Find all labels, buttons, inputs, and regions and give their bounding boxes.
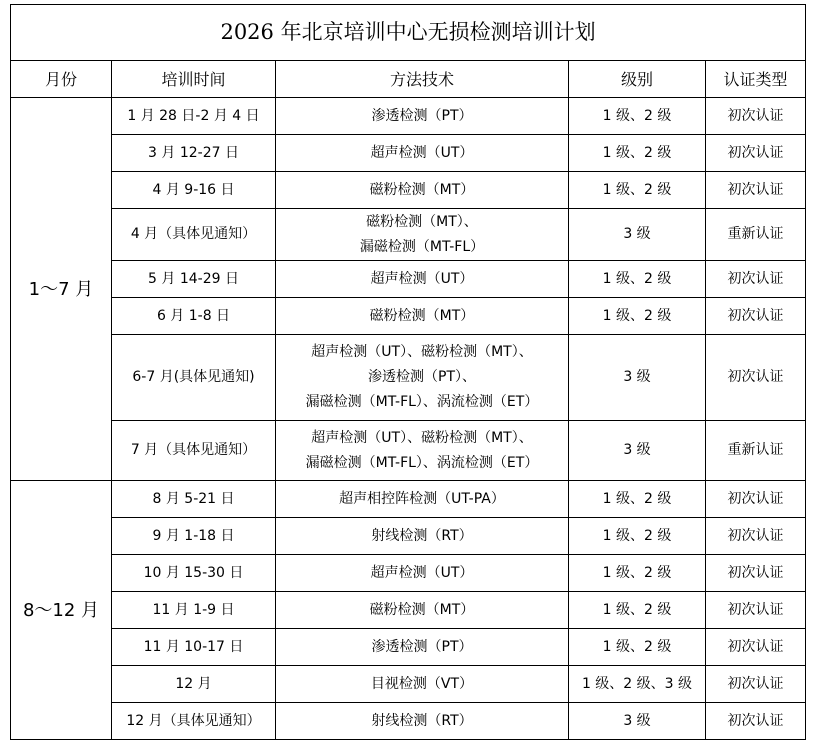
method-cell: [276, 261, 569, 298]
level-cell: 1 级、2 级: [569, 592, 706, 629]
table-row: [11, 98, 806, 135]
header-row: [11, 61, 806, 98]
method-cell: [276, 518, 569, 555]
method-line: 漏磁检测（MT-FL）、涡流检测（ET）: [305, 394, 539, 410]
method-cell: [276, 703, 569, 740]
method-line: 超声相控阵检测（UT-PA）: [339, 490, 505, 507]
table-row: [11, 135, 806, 172]
method-line: 漏磁检测（MT-FL）: [359, 238, 485, 255]
date-cell: 12 月: [112, 666, 276, 703]
date-cell: 4 月（具体见通知）: [112, 209, 276, 261]
table-row: [11, 666, 806, 703]
date-cell: 9 月 1-18 日: [112, 518, 276, 555]
method-cell: [276, 135, 569, 172]
date-cell: 4 月 9-16 日: [112, 172, 276, 209]
training-plan-document: [10, 4, 805, 748]
level-cell: 1 级、2 级: [569, 261, 706, 298]
method-cell: [276, 335, 569, 421]
method-line: 射线检测（RT）: [371, 712, 473, 729]
date-cell: 8 月 5-21 日: [112, 481, 276, 518]
date-cell: 12 月（具体见通知）: [112, 703, 276, 740]
cert-type-cell: 初次认证: [706, 592, 806, 629]
level-cell: 1 级、2 级: [569, 629, 706, 666]
method-cell: [276, 555, 569, 592]
date-cell: 10 月 15-30 日: [112, 555, 276, 592]
level-cell: 1 级、2 级: [569, 98, 706, 135]
date-cell: 11 月 1-9 日: [112, 592, 276, 629]
method-cell: [276, 298, 569, 335]
level-cell: 3 级: [569, 209, 706, 261]
method-cell: [276, 629, 569, 666]
method-cell: [276, 481, 569, 518]
method-line: 漏磁检测（MT-FL）、涡流检测（ET）: [305, 454, 539, 471]
month-group-cell: 8～12 月: [11, 481, 112, 740]
method-cell: [276, 209, 569, 261]
method-line: 磁粉检测（MT）: [369, 181, 475, 198]
method-line: 渗透检测（PT）: [371, 638, 473, 655]
date-cell: 7 月（具体见通知）: [112, 421, 276, 481]
date-cell: 6 月 1-8 日: [112, 298, 276, 335]
method-line: 超声检测（UT）: [370, 144, 474, 161]
method-line: 磁粉检测（MT）: [369, 307, 475, 324]
cert-type-cell: 重新认证: [706, 209, 806, 261]
level-cell: 1 级、2 级: [569, 298, 706, 335]
method-cell: [276, 172, 569, 209]
level-cell: 1 级、2 级: [569, 172, 706, 209]
month-group-cell: 1～7 月: [11, 98, 112, 481]
date-cell: 6-7 月(具体见通知): [112, 335, 276, 421]
cert-type-cell: 初次认证: [706, 335, 806, 421]
method-cell: [276, 421, 569, 481]
table-row: [11, 335, 806, 421]
header-cert: 认证类型: [706, 61, 806, 98]
cert-type-cell: 初次认证: [706, 261, 806, 298]
table-row: [11, 298, 806, 335]
title-row: [11, 5, 806, 61]
method-line: 磁粉检测（MT）、: [366, 213, 478, 230]
cert-type-cell: 初次认证: [706, 98, 806, 135]
header-method: 方法技术: [276, 61, 569, 98]
cert-type-cell: 初次认证: [706, 555, 806, 592]
level-cell: 3 级: [569, 703, 706, 740]
table-row: [11, 172, 806, 209]
date-cell: 11 月 10-17 日: [112, 629, 276, 666]
cert-type-cell: 初次认证: [706, 703, 806, 740]
cert-type-cell: 初次认证: [706, 518, 806, 555]
method-line: 射线检测（RT）: [371, 527, 473, 544]
method-line: 超声检测（UT）: [370, 564, 474, 581]
table-row: [11, 629, 806, 666]
cert-type-cell: 初次认证: [706, 135, 806, 172]
cert-type-cell: 初次认证: [706, 629, 806, 666]
method-cell: [276, 98, 569, 135]
level-cell: 1 级、2 级: [569, 518, 706, 555]
method-line: 渗透检测（PT）、: [368, 369, 476, 385]
header-date: 培训时间: [112, 61, 276, 98]
training-plan-table: [10, 4, 806, 740]
date-cell: 3 月 12-27 日: [112, 135, 276, 172]
level-cell: 1 级、2 级: [569, 481, 706, 518]
cert-type-cell: 初次认证: [706, 298, 806, 335]
level-cell: 1 级、2 级、3 级: [569, 666, 706, 703]
table-row: [11, 261, 806, 298]
method-line: 磁粉检测（MT）: [369, 601, 475, 618]
table-row: [11, 209, 806, 261]
method-cell: [276, 666, 569, 703]
table-row: [11, 592, 806, 629]
page-title: 2026 年北京培训中心无损检测培训计划: [11, 5, 806, 61]
date-cell: 5 月 14-29 日: [112, 261, 276, 298]
cert-type-cell: 重新认证: [706, 421, 806, 481]
cert-type-cell: 初次认证: [706, 666, 806, 703]
table-row: [11, 703, 806, 740]
cert-type-cell: 初次认证: [706, 172, 806, 209]
table-row: [11, 481, 806, 518]
method-line: 超声检测（UT）: [370, 270, 474, 287]
level-cell: 1 级、2 级: [569, 135, 706, 172]
table-row: [11, 555, 806, 592]
table-row: [11, 518, 806, 555]
level-cell: 3 级: [569, 421, 706, 481]
cert-type-cell: 初次认证: [706, 481, 806, 518]
date-cell: 1 月 28 日-2 月 4 日: [112, 98, 276, 135]
method-line: 超声检测（UT）、磁粉检测（MT）、: [311, 344, 533, 360]
header-level: 级别: [569, 61, 706, 98]
level-cell: 3 级: [569, 335, 706, 421]
method-cell: [276, 592, 569, 629]
level-cell: 1 级、2 级: [569, 555, 706, 592]
header-month: 月份: [11, 61, 112, 98]
method-line: 渗透检测（PT）: [371, 107, 473, 124]
method-line: 目视检测（VT）: [370, 675, 474, 692]
table-row: [11, 421, 806, 481]
method-line: 超声检测（UT）、磁粉检测（MT）、: [311, 429, 533, 446]
